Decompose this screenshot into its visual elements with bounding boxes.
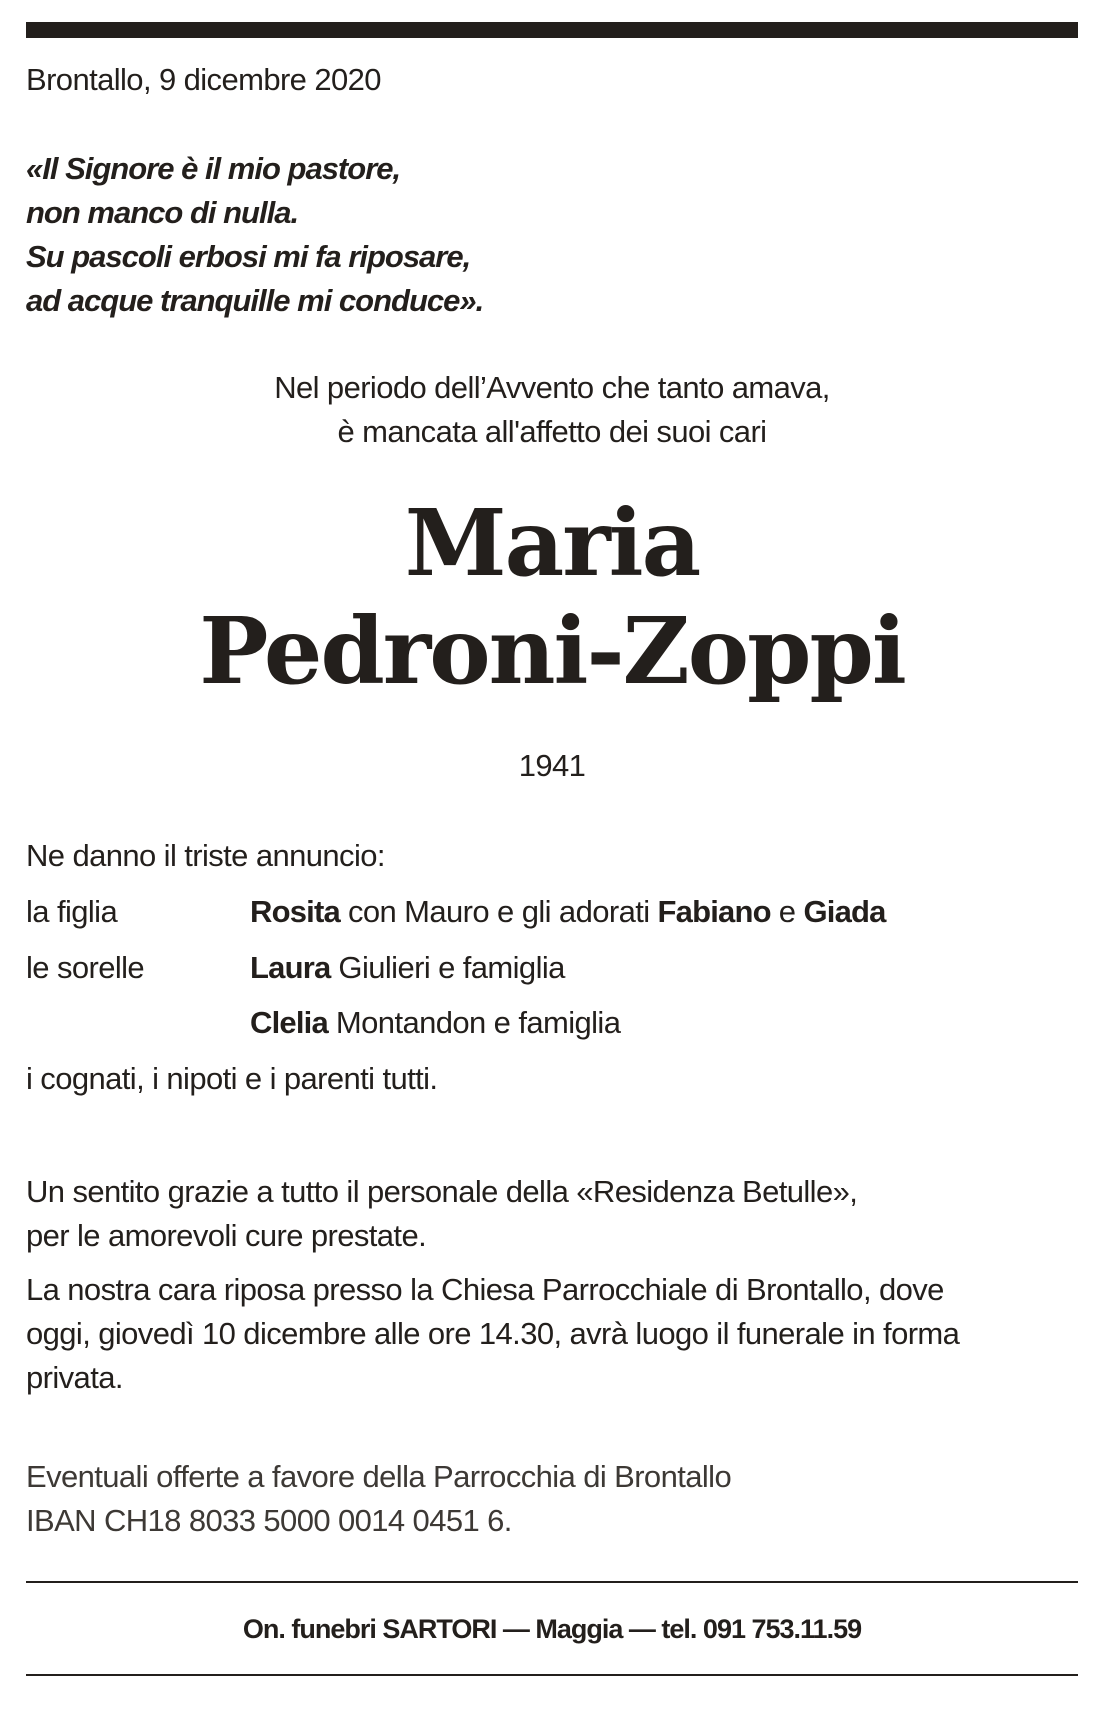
family-names	[250, 1001, 620, 1045]
intro-line: è mancata all'affetto dei suoi cari	[337, 414, 767, 449]
family-names	[250, 890, 886, 934]
footer-rule-top	[26, 1581, 1078, 1583]
thanks-line: Un sentito grazie a tutto il personale della «Residenza Betulle»,	[26, 1174, 858, 1209]
psalm-quote	[26, 147, 483, 323]
family-member-name: Laura	[250, 950, 331, 985]
psalm-line: ad acque tranquille mi conduce».	[26, 283, 484, 318]
psalm-line: non manco di nulla.	[26, 195, 299, 230]
iban-line: IBAN CH18 8033 5000 0014 0451 6.	[26, 1503, 512, 1538]
family-role: la figlia	[26, 894, 118, 929]
family-text: con Mauro e gli adorati	[339, 894, 658, 929]
offers-info	[26, 1455, 731, 1543]
thanks-line: per le amorevoli cure prestate.	[26, 1218, 427, 1253]
family-member-name: Fabiano	[657, 894, 771, 929]
family-member-name: Rosita	[250, 894, 340, 929]
dateline: Brontallo, 9 dicembre 2020	[26, 62, 381, 97]
funeral-line: oggi, giovedì 10 dicembre alle ore 14.30, avrà luogo il funerale in forma	[26, 1316, 960, 1351]
family-text: Giulieri e famiglia	[330, 950, 565, 985]
offers-line: Eventuali offerte a favore della Parrocchia di Brontallo	[26, 1459, 732, 1494]
thanks-text	[26, 1170, 857, 1258]
family-member-name: Clelia	[250, 1005, 328, 1040]
announcement-tail: i cognati, i nipoti e i parenti tutti.	[26, 1061, 438, 1096]
intro-line: Nel periodo dell’Avvento che tanto amava,	[274, 370, 830, 405]
funeral-line: La nostra cara riposa presso la Chiesa Parrocchiale di Brontallo, dove	[26, 1272, 944, 1307]
footer-rule-bottom	[26, 1674, 1078, 1676]
family-text: e	[770, 894, 804, 929]
family-member-name: Giada	[803, 894, 886, 929]
funeral-home-footer: On. funebri SARTORI — Maggia — tel. 091 753.11.59	[242, 1614, 862, 1644]
psalm-line: «Il Signore è il mio pastore,	[26, 151, 401, 186]
intro-text	[26, 366, 1078, 454]
family-names	[250, 946, 565, 990]
family-text: Montandon e famiglia	[327, 1005, 621, 1040]
funeral-info	[26, 1268, 959, 1400]
deceased-first-name: Maria	[404, 489, 700, 597]
announcement-lead: Ne danno il triste annuncio:	[26, 838, 385, 873]
birth-year: 1941	[518, 748, 586, 783]
psalm-line: Su pascoli erbosi mi fa riposare,	[26, 239, 471, 274]
family-role: le sorelle	[26, 950, 145, 985]
top-rule	[26, 22, 1078, 38]
funeral-line: privata.	[26, 1360, 123, 1395]
deceased-last-name: Pedroni-Zoppi	[199, 597, 905, 705]
